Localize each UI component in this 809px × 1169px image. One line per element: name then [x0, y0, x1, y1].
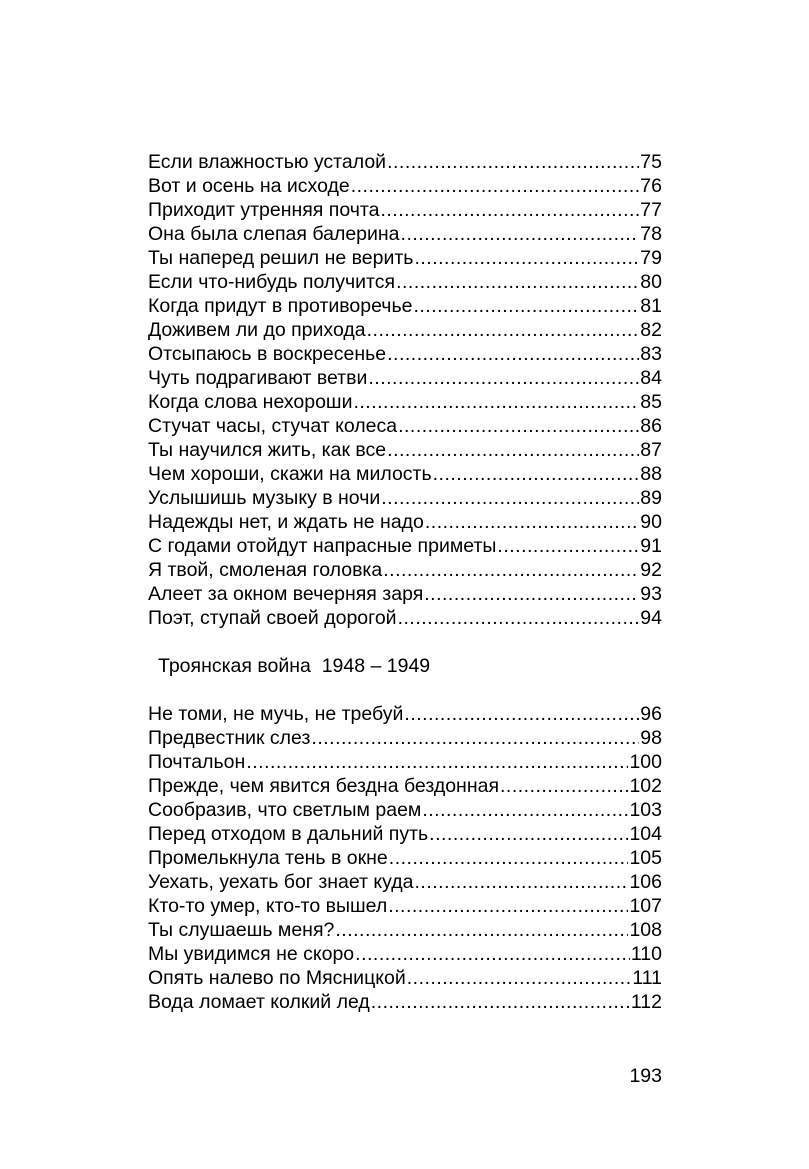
toc-entry-title: Ты наперед решил не верить: [148, 247, 414, 269]
toc-entry-page: 89: [640, 487, 662, 509]
toc-entry: [148, 246, 662, 270]
toc-entry-page: 80: [640, 271, 662, 293]
dot-leader: [414, 246, 639, 270]
toc-entry-page: 76: [640, 175, 662, 197]
dot-leader: [500, 774, 628, 798]
dot-leader: [387, 150, 639, 174]
toc-entry-title: Почтальон: [148, 751, 246, 773]
dot-leader: [398, 414, 639, 438]
toc-entry: [148, 366, 662, 390]
dot-leader: [425, 510, 639, 534]
toc-entry: [148, 774, 662, 798]
toc-entry: [148, 318, 662, 342]
toc-entry: [148, 702, 662, 726]
toc-entry: [148, 990, 662, 1014]
toc-entry-page: 111: [632, 967, 662, 989]
toc-entry-title: Услышишь музыку в ночи: [148, 487, 381, 509]
dot-leader: [383, 558, 639, 582]
dot-leader: [404, 702, 639, 726]
toc-entry: [148, 222, 662, 246]
toc-entry-page: 108: [629, 919, 662, 941]
dot-leader: [388, 894, 628, 918]
toc-entry: [148, 342, 662, 366]
toc-entry: [148, 414, 662, 438]
toc-entry-title: Когда слова нехороши: [148, 391, 353, 413]
toc-entry-title: Поэт, ступай своей дорогой: [148, 607, 397, 629]
toc-entry: [148, 510, 662, 534]
toc-entry: [148, 534, 662, 558]
toc-entry-page: 86: [640, 415, 662, 437]
dot-leader: [429, 822, 628, 846]
toc-entry-title: Вода ломает колкий лед: [148, 991, 370, 1013]
dot-leader: [371, 990, 630, 1014]
toc-entry-page: 92: [640, 559, 662, 581]
toc-entry-page: 77: [640, 199, 662, 221]
toc-entry-title: Чуть подрагивают ветви: [148, 367, 368, 389]
dot-leader: [422, 798, 628, 822]
dot-leader: [415, 870, 629, 894]
toc-entry-page: 75: [640, 151, 662, 173]
toc-entry: [148, 726, 662, 750]
toc-entry-title: Перед отходом в дальний путь: [148, 823, 429, 845]
toc-entry-title: Доживем ли до прихода: [148, 319, 366, 341]
dot-leader: [387, 438, 639, 462]
dot-leader: [389, 846, 629, 870]
toc-entry-page: 102: [629, 775, 662, 797]
toc-entry: [148, 438, 662, 462]
toc-entry: [148, 966, 662, 990]
dot-leader: [433, 462, 640, 486]
toc-entry-page: 110: [630, 943, 662, 965]
toc-entry: [148, 822, 662, 846]
page-number: 193: [629, 1065, 662, 1087]
toc-list-part2: [148, 702, 662, 1014]
toc-entry: [148, 846, 662, 870]
toc-entry-page: 103: [629, 799, 662, 821]
dot-leader: [424, 582, 639, 606]
toc-entry-title: Она была слепая балерина: [148, 223, 400, 245]
toc-entry-page: 78: [640, 223, 662, 245]
toc-entry-title: Надежды нет, и ждать не надо: [148, 511, 424, 533]
toc-entry-title: Я твой, смоленая головка: [148, 559, 383, 581]
dot-leader: [497, 534, 639, 558]
toc-entry: [148, 894, 662, 918]
toc-entry-title: Если что-нибудь получится: [148, 271, 396, 293]
toc-entry: [148, 486, 662, 510]
toc-entry-page: 100: [629, 751, 662, 773]
toc-entry-page: 105: [629, 847, 662, 869]
toc-entry-title: Опять налево по Мясницкой: [148, 967, 406, 989]
toc-entry-page: 112: [630, 991, 662, 1013]
toc-entry-page: 87: [640, 439, 662, 461]
toc-entry-page: 96: [640, 703, 662, 725]
dot-leader: [246, 750, 628, 774]
dot-leader: [353, 390, 639, 414]
toc-entry-page: 107: [629, 895, 662, 917]
dot-leader: [335, 918, 628, 942]
toc-entry-page: 90: [640, 511, 662, 533]
dot-leader: [380, 198, 639, 222]
toc-entry-title: Стучат часы, стучат колеса: [148, 415, 398, 437]
toc-entry: [148, 606, 662, 630]
toc-entry-title: Если влажностью усталой: [148, 151, 387, 173]
toc-entry: [148, 558, 662, 582]
dot-leader: [396, 270, 639, 294]
toc-entry-title: Прежде, чем явится бездна бездонная: [148, 775, 499, 797]
toc-entry: [148, 582, 662, 606]
toc-entry-title: Когда придут в противоречье: [148, 295, 413, 317]
toc-entry-page: 82: [640, 319, 662, 341]
toc-entry-page: 79: [640, 247, 662, 269]
dot-leader: [381, 486, 639, 510]
dot-leader: [401, 222, 640, 246]
toc-entry-title: Промелькнула тень в окне: [148, 847, 388, 869]
toc-entry-title: Уехать, уехать бог знает куда: [148, 871, 414, 893]
toc-entry: [148, 918, 662, 942]
toc-entry: [148, 870, 662, 894]
toc-entry: [148, 942, 662, 966]
dot-leader: [351, 174, 640, 198]
dot-leader: [398, 606, 640, 630]
toc-entry-title: Ты слушаешь меня?: [148, 919, 335, 941]
toc-entry-page: 91: [640, 535, 662, 557]
toc-entry-title: Предвестник слез: [148, 727, 311, 749]
toc-entry-page: 106: [629, 871, 662, 893]
toc-entry-title: Отсыпаюсь в воскресенье: [148, 343, 387, 365]
toc-entry-page: 81: [640, 295, 662, 317]
toc-entry: [148, 798, 662, 822]
toc-entry-title: Чем хороши, скажи на милость: [148, 463, 432, 485]
toc-entry: [148, 390, 662, 414]
toc-entry-page: 93: [640, 583, 662, 605]
dot-leader: [311, 726, 639, 750]
toc-entry-title: Алеет за окном вечерняя заря: [148, 583, 424, 605]
toc-list-part1: [148, 150, 662, 630]
dot-leader: [367, 318, 640, 342]
toc-entry: [148, 150, 662, 174]
toc-entry-page: 85: [640, 391, 662, 413]
dot-leader: [413, 294, 639, 318]
toc-entry-title: Кто-то умер, кто-то вышел: [148, 895, 388, 917]
toc-entry: [148, 750, 662, 774]
toc-entry-title: Ты научился жить, как все: [148, 439, 387, 461]
toc-entry-title: Сообразив, что светлым раем: [148, 799, 422, 821]
section-heading: Троянская война 1948 – 1949: [158, 655, 431, 677]
toc-entry-title: С годами отойдут напрасные приметы: [148, 535, 497, 557]
toc-entry-page: 104: [629, 823, 662, 845]
toc-entry-title: Мы увидимся не скоро: [148, 943, 355, 965]
dot-leader: [387, 342, 639, 366]
toc-entry-page: 98: [640, 727, 662, 749]
toc-entry-page: 88: [640, 463, 662, 485]
toc-entry: [148, 198, 662, 222]
toc-entry: [148, 270, 662, 294]
toc-entry-title: Приходит утренняя почта: [148, 199, 380, 221]
toc-entry-title: Не томи, не мучь, не требуй: [148, 703, 404, 725]
dot-leader: [407, 966, 632, 990]
toc-entry: [148, 294, 662, 318]
toc-entry-page: 94: [640, 607, 662, 629]
toc-entry-page: 84: [640, 367, 662, 389]
toc-entry-page: 83: [640, 343, 662, 365]
toc-entry: [148, 462, 662, 486]
toc-entry-title: Вот и осень на исходе: [148, 175, 350, 197]
toc-entry: [148, 174, 662, 198]
dot-leader: [355, 942, 630, 966]
dot-leader: [368, 366, 639, 390]
